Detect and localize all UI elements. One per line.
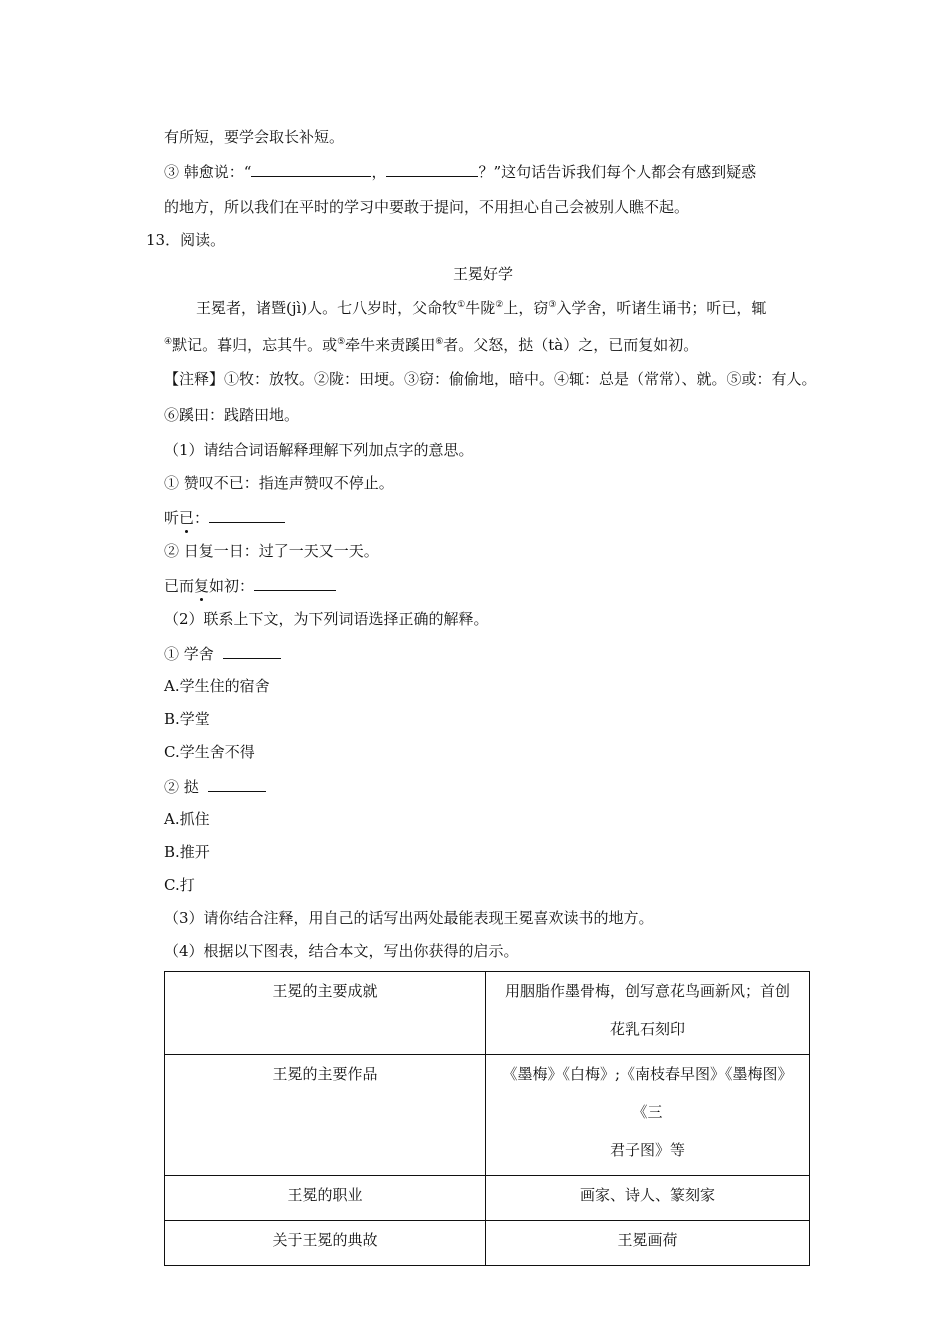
table-row	[165, 1055, 810, 1176]
q1-item-1	[164, 506, 285, 528]
table-row	[165, 1221, 810, 1266]
passage-line-1	[196, 298, 766, 318]
passage-title: 王冕好学	[453, 265, 514, 283]
table-cell-text: 《墨梅》《白梅》;《南枝春早图》《墨梅图》《三	[502, 1065, 793, 1121]
option[interactable]: B.推开	[164, 843, 210, 861]
q1-item-1-text: 听	[164, 509, 180, 527]
intro-line-2-mid: ？”这句话告诉我们每个人都会有感到疑惑	[478, 163, 757, 181]
dotted-character: 已	[179, 509, 195, 527]
q1-item-1-colon: ：	[194, 509, 210, 527]
option[interactable]: C.学生舍不得	[164, 743, 255, 761]
q3-prompt: （3）请你结合注释，用自己的话写出两处最能表现王冕喜欢读书的地方。	[164, 909, 654, 927]
option[interactable]: A.学生住的宿舍	[164, 677, 270, 695]
table-cell-text: 君子图》等	[609, 1141, 685, 1159]
passage-text: 默记。暮归，忘其牛。或	[172, 336, 338, 354]
table-cell-label: 王冕的主要成就	[165, 972, 486, 1055]
notes-line-1: 【注释】①牧：放牧。②陇：田埂。③窃：偷偷地，暗中。④辄：总是（常常）、就。⑤或：有人。	[164, 370, 817, 388]
q2-item-a-label: ① 学舍	[164, 645, 214, 663]
note-ref-3: ③	[548, 300, 557, 310]
wangmian-info-table	[164, 971, 810, 1266]
passage-text: 王冕者，诸暨(jì)人。七八岁时，父命牧	[196, 299, 458, 317]
table-cell-value	[486, 972, 810, 1055]
q1-example-1: ① 赞叹不已：指连声赞叹不停止。	[164, 474, 394, 492]
option[interactable]: B.学堂	[164, 710, 210, 728]
notes-line-2: ⑥蹊田：践踏田地。	[164, 406, 300, 424]
table-cell-value	[486, 1055, 810, 1176]
table-cell-label: 王冕的职业	[165, 1176, 486, 1221]
question-number: 13．阅读。	[146, 231, 226, 249]
note-ref-1: ①	[457, 300, 466, 310]
passage-text: 者。父怒，挞（tà）之，已而复如初。	[443, 336, 699, 354]
table-cell-label: 关于王冕的典故	[165, 1221, 486, 1266]
option[interactable]: C.打	[164, 876, 195, 894]
q2-item-a	[164, 642, 281, 664]
q1-item-2	[164, 574, 336, 596]
intro-line-3: 的地方，所以我们在平时的学习中要敢于提问，不用担心自己会被别人瞧不起。	[164, 198, 690, 216]
passage-text: 牛陇	[465, 299, 496, 317]
intro-line-2-prefix: ③ 韩愈说：“	[164, 163, 252, 181]
q1-item-2-text: 已而	[164, 577, 195, 595]
table-row	[165, 972, 810, 1055]
intro-line-2	[164, 160, 756, 182]
table-cell-value: 王冕画荷	[486, 1221, 810, 1266]
q4-prompt: （4）根据以下图表，结合本文，写出你获得的启示。	[164, 942, 519, 960]
table-cell-value: 画家、诗人、篆刻家	[486, 1176, 810, 1221]
note-ref-4: ④	[164, 337, 173, 347]
passage-text: 入学舍，听诸生诵书；听已，辄	[556, 299, 767, 317]
intro-line-1: 有所短，要学会取长补短。	[164, 128, 345, 146]
option[interactable]: A.抓住	[164, 810, 210, 828]
q1-answer-blank-2[interactable]	[254, 574, 336, 591]
answer-blank-1[interactable]	[251, 160, 371, 177]
table-cell-text: 花乳石刻印	[609, 1020, 685, 1038]
q2-answer-blank-a[interactable]	[223, 642, 281, 659]
table-cell-label: 王冕的主要作品	[165, 1055, 486, 1176]
q1-answer-blank-1[interactable]	[209, 506, 285, 523]
table-row	[165, 1176, 810, 1221]
q1-example-2: ② 日复一日：过了一天又一天。	[164, 542, 379, 560]
q2-prompt: （2）联系上下文，为下列词语选择正确的解释。	[164, 610, 489, 628]
passage-text: 牵牛来责蹊田	[345, 336, 436, 354]
q1-item-2-text-post: 如初：	[209, 577, 255, 595]
note-ref-5: ⑤	[337, 337, 346, 347]
note-ref-2: ②	[495, 300, 504, 310]
dotted-character: 复	[194, 577, 210, 595]
note-ref-6: ⑥	[435, 337, 444, 347]
answer-blank-2[interactable]	[386, 160, 478, 177]
q2-item-b-label: ② 挞	[164, 778, 199, 796]
passage-line-2	[164, 335, 698, 355]
table-cell-text: 用胭脂作墨骨梅，创写意花鸟画新风；首创	[504, 982, 790, 1000]
passage-text: 上，窃	[503, 299, 549, 317]
q2-answer-blank-b[interactable]	[208, 775, 266, 792]
intro-line-2-comma: ，	[371, 163, 387, 181]
q1-prompt: （1）请结合词语解释理解下列加点字的意思。	[164, 441, 474, 459]
q2-item-b	[164, 775, 266, 797]
